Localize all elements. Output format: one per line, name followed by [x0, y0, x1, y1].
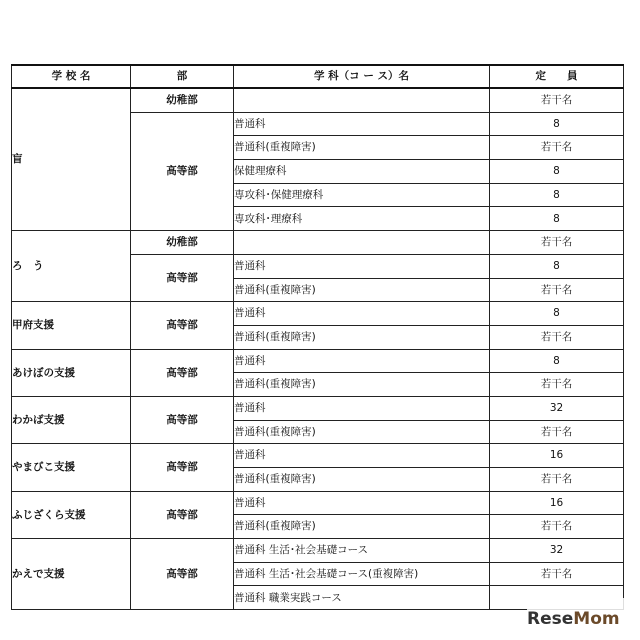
- enrollment-table: [11, 64, 624, 610]
- table-row: [12, 444, 624, 468]
- department-cell: 高等部: [131, 349, 234, 396]
- school-name-cell: わかば支援: [12, 396, 131, 443]
- department-cell: 高等部: [131, 491, 234, 538]
- course-cell: 普通科: [234, 396, 490, 420]
- logo-text-rese: Rese: [527, 609, 574, 629]
- department-cell: 高等部: [131, 112, 234, 230]
- department-cell: 高等部: [131, 539, 234, 610]
- course-cell: 普通科(重複障害): [234, 420, 490, 444]
- course-cell: [234, 88, 490, 112]
- header-course: 学 科（コ ー ス）名: [234, 65, 490, 88]
- department-cell: 高等部: [131, 302, 234, 349]
- course-cell: 普通科 生活･社会基礎コース: [234, 539, 490, 563]
- table-row: [12, 491, 624, 515]
- course-cell: 普通科(重複障害): [234, 325, 490, 349]
- department-cell: 高等部: [131, 396, 234, 443]
- capacity-cell: 若干名: [490, 420, 624, 444]
- school-name-cell: ふじざくら支援: [12, 491, 131, 538]
- capacity-cell: 8: [490, 183, 624, 207]
- course-cell: 普通科(重複障害): [234, 136, 490, 160]
- resemom-logo: [527, 598, 640, 640]
- header-department: 部: [131, 65, 234, 88]
- course-cell: 普通科(重複障害): [234, 468, 490, 492]
- department-cell: 幼稚部: [131, 231, 234, 255]
- table-row: [12, 539, 624, 563]
- capacity-cell: 若干名: [490, 515, 624, 539]
- capacity-cell: 8: [490, 207, 624, 231]
- table-row: [12, 88, 624, 112]
- capacity-cell: 8: [490, 112, 624, 136]
- school-name-cell: かえで支援: [12, 539, 131, 610]
- table-row: [12, 349, 624, 373]
- table-row: [12, 396, 624, 420]
- header-capacity: 定 員: [490, 65, 624, 88]
- capacity-cell: 若干名: [490, 88, 624, 112]
- course-cell: 普通科: [234, 349, 490, 373]
- capacity-cell: 若干名: [490, 468, 624, 492]
- table-row: [12, 231, 624, 255]
- course-cell: 普通科(重複障害): [234, 278, 490, 302]
- course-cell: 普通科: [234, 302, 490, 326]
- capacity-cell: 16: [490, 491, 624, 515]
- course-cell: 普通科: [234, 444, 490, 468]
- department-cell: 高等部: [131, 254, 234, 301]
- logo-text-mom: Mom: [573, 609, 620, 629]
- capacity-cell: 若干名: [490, 231, 624, 255]
- course-cell: 普通科 生活･社会基礎コース(重複障害): [234, 562, 490, 586]
- course-cell: 普通科: [234, 491, 490, 515]
- course-cell: 専攻科･理療科: [234, 207, 490, 231]
- capacity-cell: 16: [490, 444, 624, 468]
- course-cell: 普通科(重複障害): [234, 515, 490, 539]
- school-name-cell: 盲: [12, 88, 131, 231]
- course-cell: 普通科 職業実践コース: [234, 586, 490, 610]
- header-row: [12, 65, 624, 88]
- capacity-cell: 8: [490, 160, 624, 184]
- school-name-cell: ろ う: [12, 231, 131, 302]
- capacity-cell: 若干名: [490, 373, 624, 397]
- capacity-cell: 32: [490, 396, 624, 420]
- course-cell: 普通科: [234, 254, 490, 278]
- capacity-cell: 若干名: [490, 278, 624, 302]
- course-cell: 普通科: [234, 112, 490, 136]
- capacity-cell: 若干名: [490, 136, 624, 160]
- capacity-cell: 若干名: [490, 325, 624, 349]
- capacity-cell: 若干名: [490, 562, 624, 586]
- school-name-cell: 甲府支援: [12, 302, 131, 349]
- course-cell: 保健理療科: [234, 160, 490, 184]
- course-cell: [234, 231, 490, 255]
- course-cell: 普通科(重複障害): [234, 373, 490, 397]
- capacity-cell: 8: [490, 254, 624, 278]
- school-name-cell: やまびこ支援: [12, 444, 131, 491]
- table-row: [12, 302, 624, 326]
- course-cell: 専攻科･保健理療科: [234, 183, 490, 207]
- capacity-cell: 8: [490, 302, 624, 326]
- capacity-cell: 8: [490, 349, 624, 373]
- table-body: [12, 88, 624, 610]
- capacity-cell: 32: [490, 539, 624, 563]
- department-cell: 高等部: [131, 444, 234, 491]
- department-cell: 幼稚部: [131, 88, 234, 112]
- header-school: 学 校 名: [12, 65, 131, 88]
- school-name-cell: あけぼの支援: [12, 349, 131, 396]
